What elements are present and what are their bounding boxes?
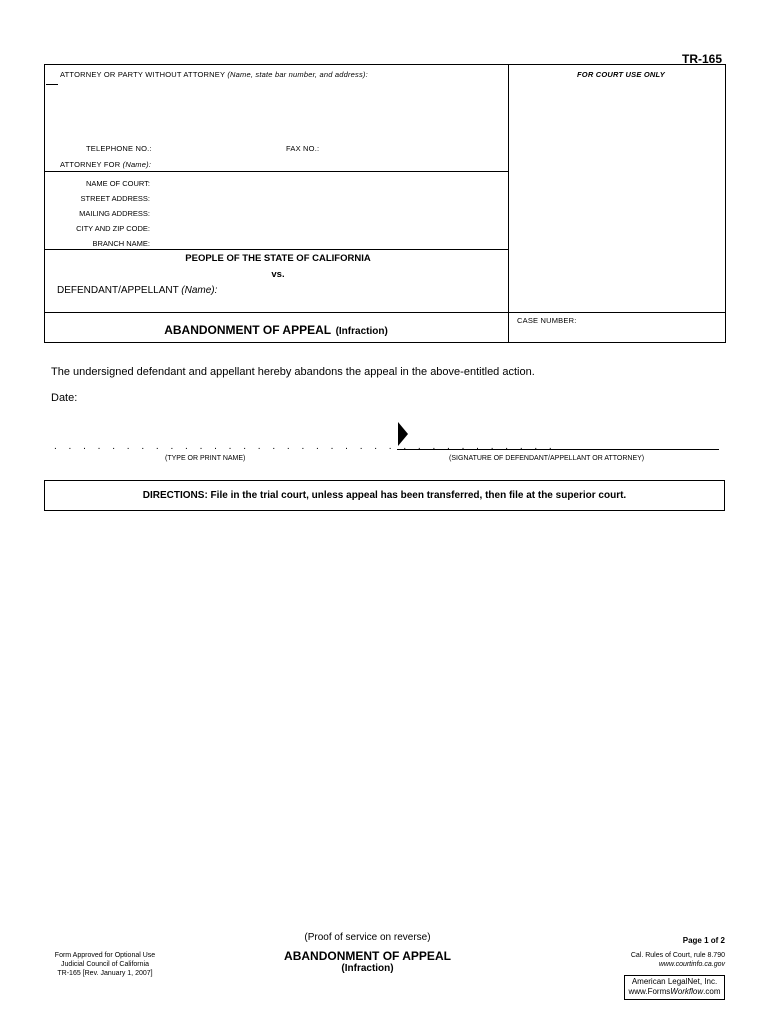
vs-caption: vs. — [271, 269, 285, 280]
rules-block — [631, 951, 725, 969]
case-number-field[interactable] — [512, 326, 722, 340]
legalnet-box — [624, 975, 725, 1000]
title-top-line — [44, 312, 726, 313]
type-print-name-label: (TYPE OR PRINT NAME) — [165, 455, 246, 462]
attorney-for-text: ATTORNEY FOR — [60, 160, 121, 169]
branch-name-label: BRANCH NAME: — [92, 239, 150, 248]
form-number: TR-165 — [682, 52, 723, 66]
signature-line — [397, 449, 719, 450]
street-address-field[interactable] — [154, 192, 502, 203]
fax-label: FAX NO.: — [286, 144, 320, 153]
court-name-field[interactable] — [154, 177, 502, 188]
print-name-dotted-line: . . . . . . . . . . . . . . . . . . . . . . . . . . . . . . . . . . . — [54, 441, 557, 452]
form-title-main: ABANDONMENT OF APPEAL — [164, 323, 332, 337]
form-title-sub: (Infraction) — [335, 326, 388, 337]
signature-arrow-icon — [398, 422, 408, 446]
case-number-label: CASE NUMBER: — [517, 316, 577, 325]
proof-of-service-note: (Proof of service on reverse) — [304, 932, 431, 943]
date-field[interactable] — [80, 392, 240, 406]
defendant-label-text: DEFENDANT/APPELLANT — [57, 285, 179, 296]
signature-label: (SIGNATURE OF DEFENDANT/APPELLANT OR ATTORNEY) — [449, 455, 645, 462]
date-label: Date: — [51, 392, 78, 404]
legalnet-url-part-1: www.Forms — [628, 987, 671, 996]
directions-box: DIRECTIONS: File in the trial court, unless appeal has been transferred, then file at the superior court. — [44, 480, 725, 511]
court-use-field[interactable] — [512, 82, 722, 308]
city-zip-field[interactable] — [154, 222, 502, 233]
court-website: www.courtinfo.ca.gov — [658, 961, 725, 968]
telephone-label: TELEPHONE NO.: — [86, 144, 152, 153]
court-name-label: NAME OF COURT: — [85, 179, 150, 188]
mailing-address-label: MAILING ADDRESS: — [79, 209, 150, 218]
defendant-label — [57, 285, 217, 296]
caption-top-line — [44, 249, 508, 250]
people-caption: PEOPLE OF THE STATE OF CALIFORNIA — [185, 253, 371, 264]
header-divider — [508, 64, 509, 343]
telephone-field[interactable] — [152, 142, 272, 153]
branch-name-field[interactable] — [154, 237, 502, 248]
city-zip-label: CITY AND ZIP CODE: — [76, 224, 150, 233]
signature-field[interactable] — [412, 426, 718, 446]
form-title — [44, 321, 508, 339]
form-approval-block — [45, 951, 165, 978]
approved-line-1: Form Approved for Optional Use — [54, 952, 156, 959]
approved-line-2: Judicial Council of California — [61, 961, 149, 968]
legalnet-url-part-2: Workflow — [670, 987, 704, 996]
court-section-top-line — [44, 171, 508, 172]
court-use-only-label: FOR COURT USE ONLY — [577, 70, 665, 79]
page-number: Page 1 of 2 — [682, 936, 725, 945]
defendant-name-field[interactable] — [220, 283, 502, 297]
attorney-for-field[interactable] — [150, 158, 500, 169]
abandonment-statement: The undersigned defendant and appellant hereby abandons the appeal in the above-entitled action. — [51, 366, 535, 378]
legalnet-name: American LegalNet, Inc. — [631, 977, 718, 986]
street-address-label: STREET ADDRESS: — [80, 194, 150, 203]
attorney-for-label — [60, 160, 151, 169]
footer-title-sub: (Infraction) — [341, 963, 394, 974]
footer-title — [270, 949, 465, 974]
approved-line-3: TR-165 [Rev. January 1, 2007] — [57, 970, 153, 977]
attorney-for-hint: (Name): — [122, 160, 152, 169]
mailing-address-field[interactable] — [154, 207, 502, 218]
attorney-tick — [46, 84, 58, 85]
defendant-label-hint: (Name): — [181, 285, 218, 296]
legalnet-url[interactable] — [625, 987, 724, 997]
rules-of-court: Cal. Rules of Court, rule 8.790 — [630, 952, 725, 959]
print-name-field[interactable] — [54, 430, 364, 446]
legalnet-url-part-3: .com — [703, 987, 721, 996]
attorney-label — [60, 70, 368, 79]
footer-title-main: ABANDONMENT OF APPEAL — [284, 949, 451, 963]
attorney-label-hint: (Name, state bar number, and address): — [227, 70, 368, 79]
attorney-label-text: ATTORNEY OR PARTY WITHOUT ATTORNEY — [60, 70, 226, 79]
fax-field[interactable] — [322, 142, 502, 153]
attorney-name-address-field[interactable] — [60, 86, 500, 136]
